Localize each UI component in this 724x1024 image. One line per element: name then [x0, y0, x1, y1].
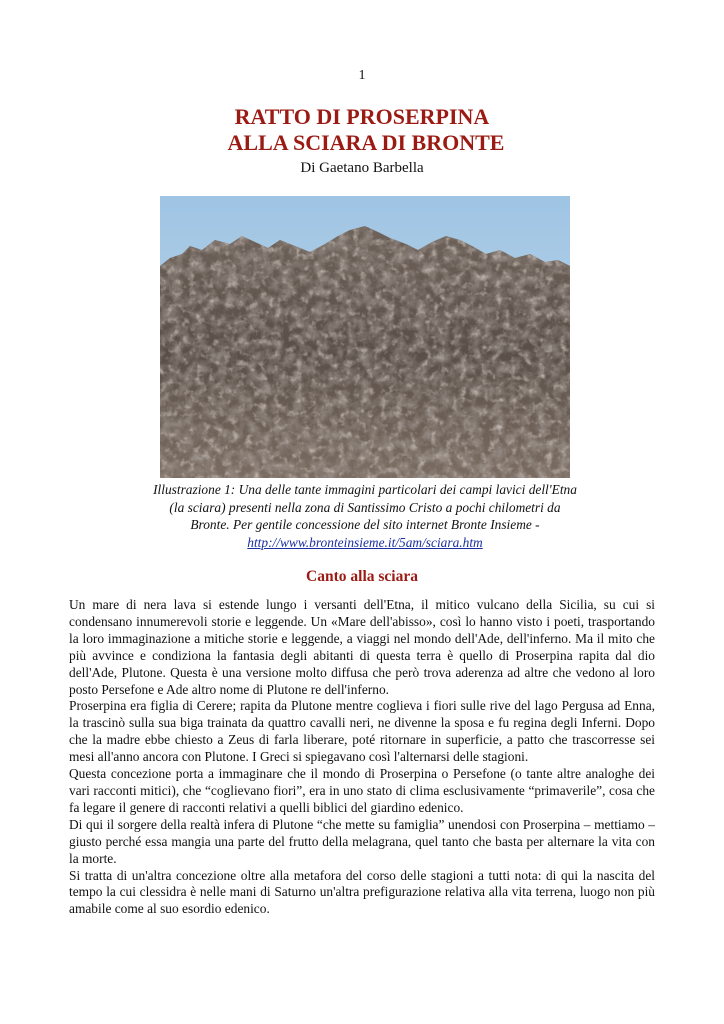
paragraph: Di qui il sorgere della realtà infera di Plutone “che mette su famiglia” unendosi con Proserpina – mettiamo – giusto perché essa mangia una parte del frutto della melagrana, quel tanto che basta per alternare la vita con la morte.	[69, 816, 655, 866]
section-heading: Canto alla sciara	[306, 568, 418, 585]
paragraph: Si tratta di un'altra concezione oltre alla metafora del corso delle stagioni a tutti nota: di qui la nascita del tempo la cui clessidra è nelle mani di Saturno un'altra prefigurazione relativa alla vita terrena, luogo non più amabile come al suo esordio edenico.	[69, 867, 655, 917]
paragraph: Un mare di nera lava si estende lungo i versanti dell'Etna, il mitico vulcano della Sicilia, su cui si condensano innumerevoli storie e leggende. Un «Mare dell'abisso», così lo hanno visto i poeti, trasportando la loro immaginazione a mitiche storie e leggende, a viaggi nel mondo dell'Ade, dell'inferno. Ma il mito che più avvince e condiziona la fantasia degli abitanti di questa terra è quello di Proserpina rapita dal dio dell'Ade, Plutone. Questa è una versione molto diffusa che però trova aderenza ad altre che vedono al loro posto Persefone e Ade altro nome di Plutone re dell'inferno.	[69, 597, 655, 697]
lava-field-photo	[160, 196, 570, 478]
paragraph: Proserpina era figlia di Cerere; rapita da Plutone mentre coglieva i fiori sulle rive del lago Pergusa ad Enna, la trascinò sulla sua biga trainata da quattro cavalli neri, ne divenne la sposa e fu regina degli Inferni. Dopo che la madre ebbe chiesto a Zeus di farla liberare, poté ritornare in superficie, a patto che trascorresse sei mesi all'anno ancora con Plutone. I Greci si spiegavano così l'alternarsi delle stagioni.	[69, 698, 655, 765]
caption-text: Illustrazione 1: Una delle tante immagini particolari dei campi lavici dell'Etna (la sciara) presenti nella zona di Santissimo Cristo a pochi chilometri da Bronte. Per gentile concessione del sito internet Bronte Insieme -	[153, 482, 577, 532]
body-text	[69, 597, 655, 918]
author-line: Di Gaetano Barbella	[300, 160, 424, 176]
paragraph: Questa concezione porta a immaginare che il mondo di Proserpina o Persefone (o tante altre analoghe dei vari racconti mitici), che “coglievano fiori”, era in uno stato di clima esclusivamente “primaverile”, cosa che fa legare il genere di racconti relativi a quelli biblici del giardino edenico.	[69, 766, 655, 815]
caption-link[interactable]: http://www.bronteinsieme.it/5am/sciara.htm	[247, 534, 483, 550]
title-line-2: ALLA SCIARA DI BRONTE	[227, 130, 505, 155]
title-line-1: RATTO DI PROSERPINA	[234, 104, 490, 129]
document-title	[0, 104, 724, 156]
photo-caption	[150, 481, 580, 551]
page-number: 1	[358, 68, 366, 83]
